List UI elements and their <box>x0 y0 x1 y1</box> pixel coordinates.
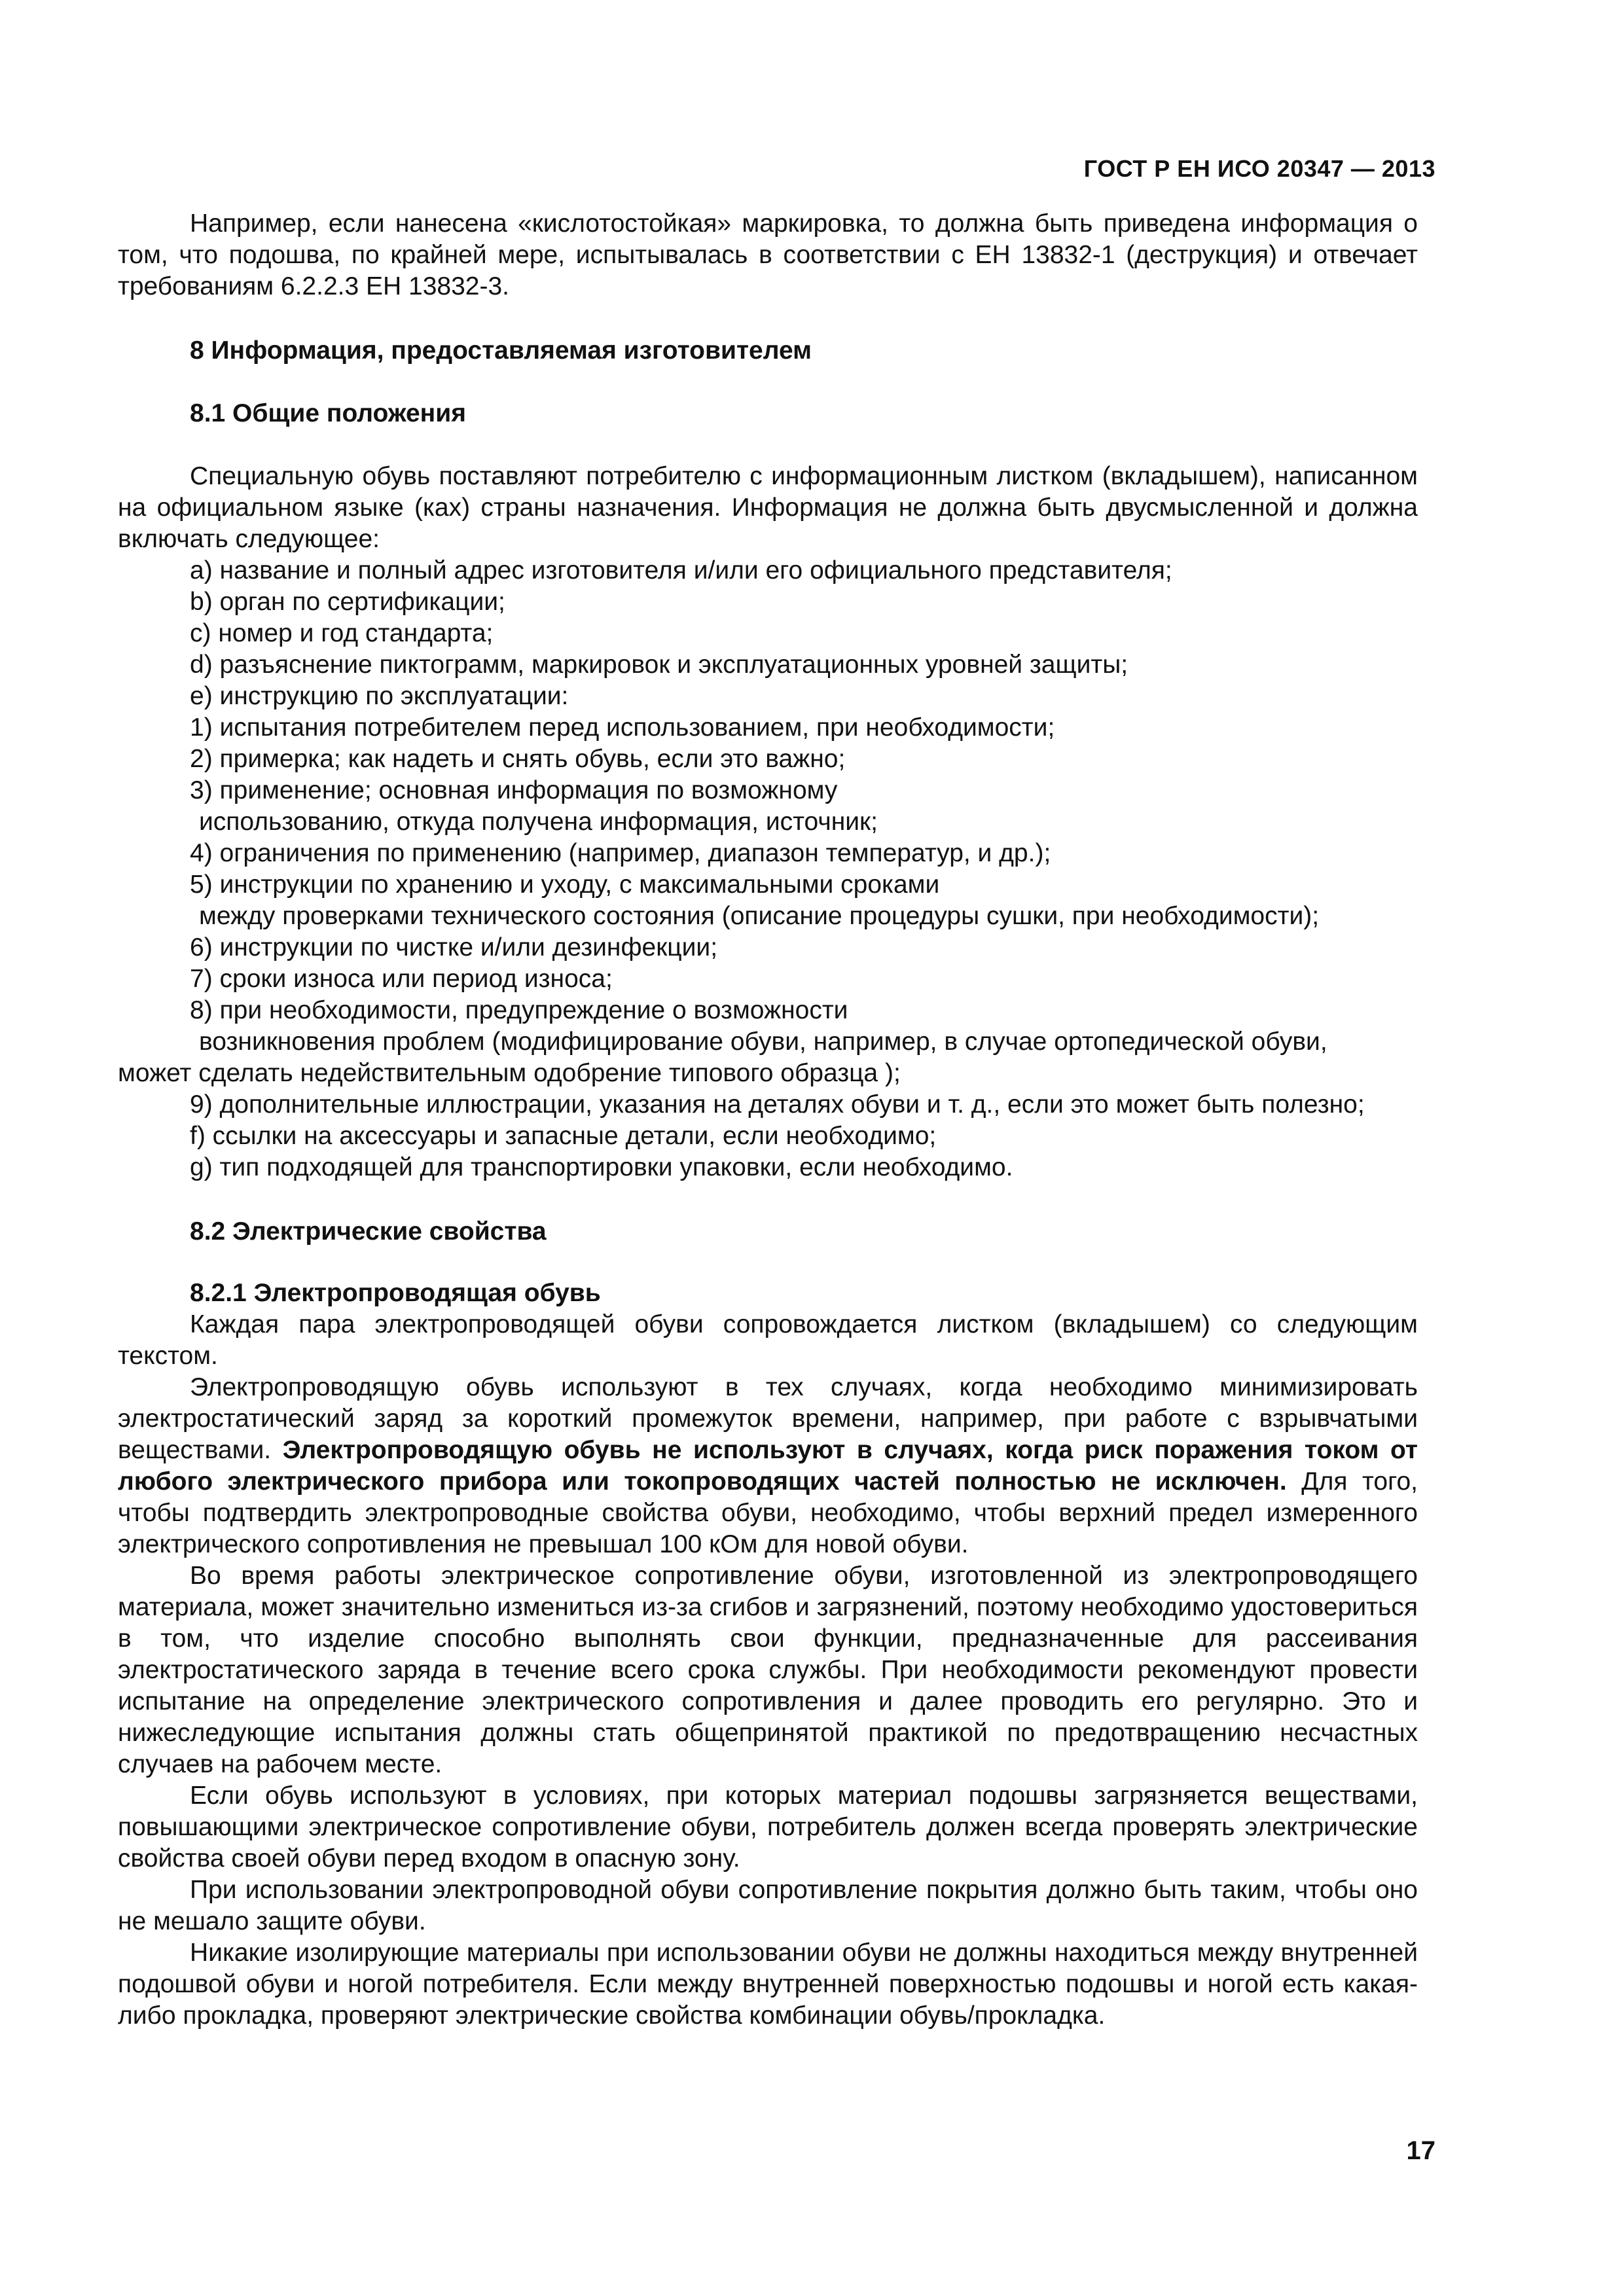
list-item-b: b) орган по сертификации; <box>190 588 505 616</box>
list-item-e6: 6) инструкции по чистке и/или дезинфекции; <box>190 933 718 961</box>
list-item-e5-continued: между проверками технического состояния (описание процедуры сушки, при необходимости); <box>199 902 1320 930</box>
paragraph-8-2-1-1: Каждая пара электропроводящей обуви сопровождается листком (вкладышем) со следующим текстом. <box>118 1310 1418 1370</box>
list-item-e3-continued: использованию, откуда получена информация, источник; <box>199 808 878 836</box>
section-8-2-heading: 8.2 Электрические свойства <box>190 1217 547 1246</box>
list-item-c: c) номер и год стандарта; <box>190 619 494 647</box>
paragraph-text: Для того, чтобы подтвердить электропроводные свойства обуви, необходимо, чтобы верхний предел измеренного электрического сопротивления не превышал 100 кОм для новой обуви. <box>118 1467 1418 1558</box>
section-8-1-heading: 8.1 Общие положения <box>190 399 466 427</box>
paragraph-8-2-1-4: Если обувь используют в условиях, при которых материал подошвы загрязняется веществами, повышающими электрическое сопротивление обуви, потребитель должен всегда проверять электрические свойства своей обуви перед входом в опасную зону. <box>118 1782 1418 1873</box>
paragraph-8-2-1-2 <box>118 1372 1418 1560</box>
requirements-list <box>118 555 1418 1183</box>
intro-paragraph: Например, если нанесена «кислотостойкая» маркировка, то должна быть приведена информация о том, что подошва, по крайней мере, испытывалась в соответствии с ЕН 13832-1 (деструкция) и отвечает требованиям 6.2.2.3 ЕН 13832-3. <box>118 209 1418 300</box>
list-item-e5: 5) инструкции по хранению и уходу, с максимальными сроками <box>190 870 940 899</box>
list-item-d: d) разъяснение пиктограмм, маркировок и эксплуатационных уровней защиты; <box>190 651 1128 679</box>
section-8-1-intro: Специальную обувь поставляют потребителю с информационным листком (вкладышем), написанном на официальном языке (ках) страны назначения. Информация не должна быть двусмысленной и должна включать следующее: <box>118 462 1418 553</box>
list-item-e7: 7) сроки износа или период износа; <box>190 965 613 993</box>
list-item-f: f) ссылки на аксессуары и запасные детали, если необходимо; <box>190 1122 937 1150</box>
list-item-e1: 1) испытания потребителем перед использованием, при необходимости; <box>190 713 1055 742</box>
paragraph-8-2-1-3: Во время работы электрическое сопротивление обуви, изготовленной из электропроводящего материала, может значительно измениться из-за сгибов и загрязнений, поэтому необходимо удостовериться в том, что изделие способно выполнять свои функции, предназначенные для рассеивания электростатического заряда в течение всего срока службы. При необходимости рекомендуют провести испытание на определение электрического сопротивления и далее проводить его регулярно. Это и нижеследующие испытания должны стать общепринятой практикой по предотвращению несчастных случаев на рабочем месте. <box>118 1562 1418 1778</box>
paragraph-8-2-1-5: При использовании электропроводной обуви сопротивление покрытия должно быть таким, чтобы оно не мешало защите обуви. <box>118 1876 1418 1935</box>
section-8-heading: 8 Информация, предоставляемая изготовителем <box>190 336 812 365</box>
page-number: 17 <box>1406 2136 1435 2165</box>
document-body <box>118 208 1418 2032</box>
list-item-e8-continued-2: может сделать недействительным одобрение типового образца ); <box>118 1059 901 1087</box>
list-item-e8-continued: возникновения проблем (модифицирование обуви, например, в случае ортопедической обуви, <box>199 1028 1327 1056</box>
document-header: ГОСТ Р ЕН ИСО 20347 — 2013 <box>1083 155 1435 182</box>
list-item-e: e) инструкцию по эксплуатации: <box>190 682 569 710</box>
paragraph-text: Электропроводящую обувь используют в тех случаях, когда необходимо минимизировать электростатический заряд за короткий промежуток времени, например, при работе с взрывчатыми веществами. <box>118 1373 1418 1464</box>
list-item-g: g) тип подходящей для транспортировки упаковки, если необходимо. <box>190 1153 1013 1181</box>
list-item-e3: 3) применение; основная информация по возможному <box>190 776 838 804</box>
section-8-2-1-heading: 8.2.1 Электропроводящая обувь <box>190 1279 601 1307</box>
list-item-a: a) название и полный адрес изготовителя и/или его официального представителя; <box>190 556 1172 584</box>
list-item-e2: 2) примерка; как надеть и снять обувь, если это важно; <box>190 745 846 773</box>
list-item-e8: 8) при необходимости, предупреждение о возможности <box>190 996 848 1024</box>
bold-warning-text: Электропроводящую обувь не используют в случаях, когда риск поражения током от любого электрического прибора или токопроводящих частей полностью не исключен. <box>118 1436 1418 1496</box>
list-item-e4: 4) ограничения по применению (например, диапазон температур, и др.); <box>190 839 1051 867</box>
list-item-e9: 9) дополнительные иллюстрации, указания на деталях обуви и т. д., если это может быть полезно; <box>190 1090 1365 1119</box>
paragraph-8-2-1-6: Никакие изолирующие материалы при использовании обуви не должны находиться между внутренней подошвой обуви и ногой потребителя. Если между внутренней поверхностью подошвы и ногой есть какая-либо прокладка, проверяют электрические свойства комбинации обувь/прокладка. <box>118 1939 1418 2030</box>
